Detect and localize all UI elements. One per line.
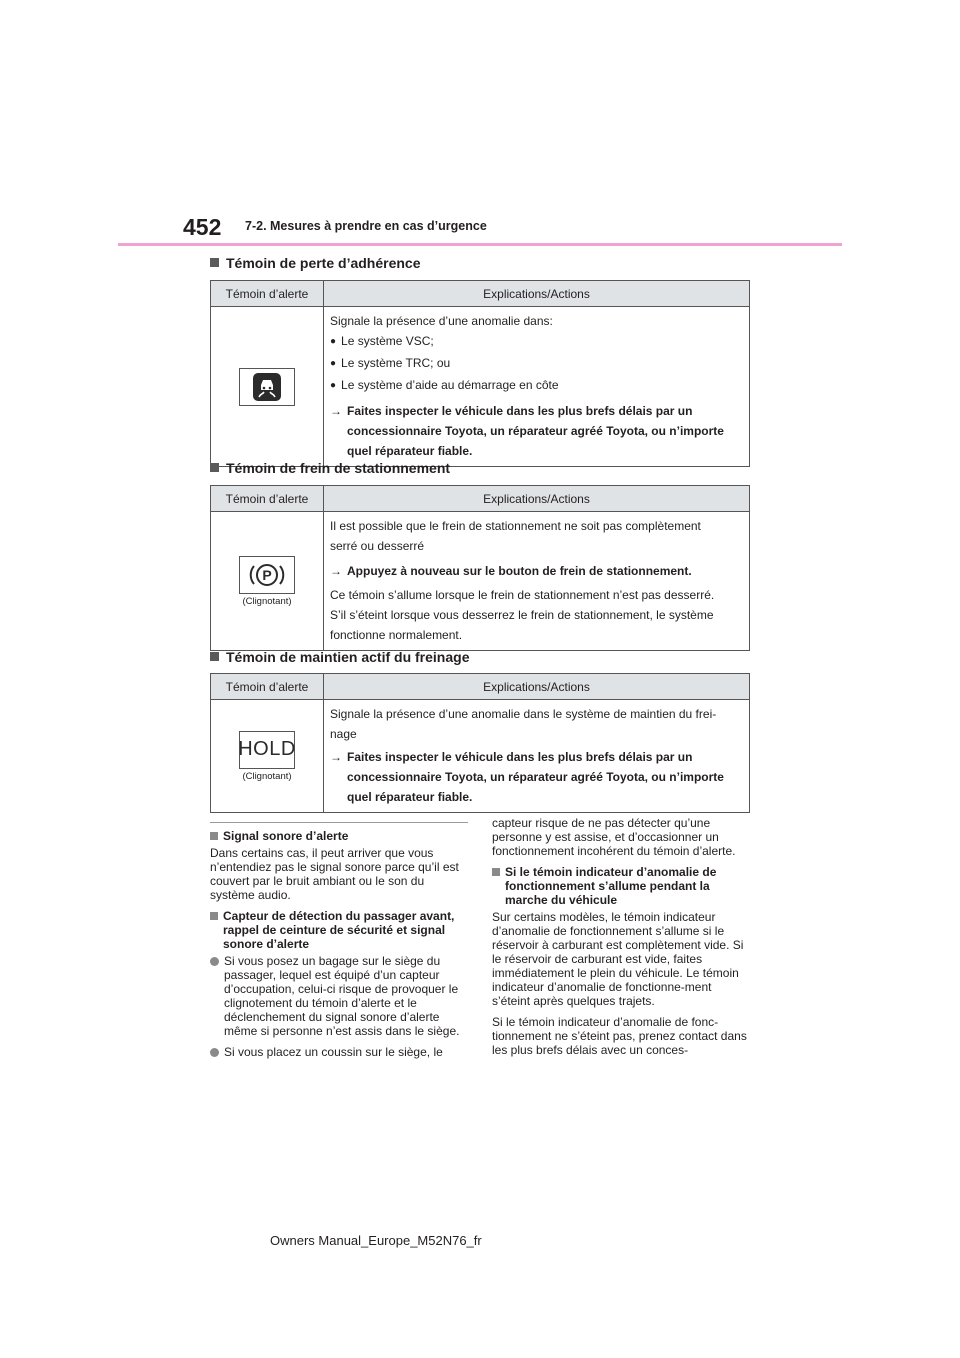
arrow-icon: → bbox=[330, 564, 342, 578]
note-text: Sur certains modèles, le témoin indicateur d’anomalie de fonctionnement s’allume si le réservoir à carburant est complètement vide. Si le réservoir de carburant est vide, faites immédiatement le plein du véhicule. Le témoin indicateur d’anomalie de fonctionne-ment s’éteint après quelques trajets. bbox=[492, 910, 744, 1008]
section-title-parking: Témoin de frein de stationnement bbox=[210, 460, 450, 476]
header-rule bbox=[118, 243, 842, 246]
action-text: → Faites inspecter le véhicule dans les plus brefs délais par un concessionnaire Toyota, un réparateur agréé Toyota, ou n’importe quel réparateur fiable. bbox=[330, 401, 745, 461]
note-text: Dans certains cas, il peut arriver que vous n’entendiez pas le signal sonore parce qu’il est couvert par le bruit ambiant ou le son du système audio. bbox=[210, 846, 459, 902]
notes-right-column bbox=[492, 816, 750, 1064]
icon-caption: (Clignotant) bbox=[242, 595, 292, 607]
note-text: Si le témoin indicateur d’anomalie de fonc-tionnement ne s’éteint pas, prenez contact dans les plus brefs délais avec un conces- bbox=[492, 1015, 747, 1057]
action-text: → Faites inspecter le véhicule dans les plus brefs délais par un concessionnaire Toyota, un réparateur agréé Toyota, ou n’importe quel réparateur fiable. bbox=[330, 747, 745, 807]
footer-text: Owners Manual_Europe_M52N76_fr bbox=[270, 1233, 482, 1248]
column-header: Explications/Actions bbox=[324, 281, 750, 307]
page-number: 452 bbox=[183, 214, 222, 240]
column-header: Témoin d’alerte bbox=[211, 674, 324, 700]
section-title-hold: Témoin de maintien actif du freinage bbox=[210, 649, 469, 665]
column-header: Explications/Actions bbox=[324, 486, 750, 512]
square-bullet-icon bbox=[210, 652, 219, 661]
column-rule bbox=[210, 822, 468, 823]
column-header: Explications/Actions bbox=[324, 674, 750, 700]
note-heading: Signal sonore d’alerte bbox=[210, 829, 468, 843]
note-text: capteur risque de ne pas détecter qu’une personne y est assise, et d’occasionner un fonctionnement incohérent du témoin d’alerte. bbox=[492, 816, 736, 858]
column-header: Témoin d’alerte bbox=[211, 281, 324, 307]
slip-warning-table: Témoin d’alerte Explications/Actions Signale la présence d’une anomalie dans: ● Le système VSC; ● Le système TRC; ou ● Le système d’aide au démarrage en côte → Faites inspecter le véhicule dans les plus brefs délais par un concessionnaire Toyota, un réparateur agréé Toyota, ou n’importe quel réparateur fiable. bbox=[210, 280, 750, 467]
parking-brake-icon bbox=[239, 556, 295, 594]
square-bullet-icon bbox=[210, 463, 219, 472]
list-item: ● Le système TRC; ou bbox=[330, 353, 745, 375]
chapter-title: 7-2. Mesures à prendre en cas d’urgence bbox=[245, 219, 487, 233]
column-header: Témoin d’alerte bbox=[211, 486, 324, 512]
arrow-icon: → bbox=[330, 750, 342, 764]
hold-warning-table: Témoin d’alerte Explications/Actions HOLD (Clignotant) Signale la présence d’une anomalie dans le système de maintien du frei- nage → Faites inspecter le véhicule dans les plus brefs délais par un concessionnaire Toyota, un réparateur agréé Toyota, ou n’importe quel réparateur fiable. bbox=[210, 673, 750, 813]
slip-indicator-icon bbox=[239, 368, 295, 406]
note-bullet: Si vous posez un bagage sur le siège du passager, lequel est équipé d’un capteur d’occupation, celui-ci risque de provoquer le clignotement du témoin d’alerte et le déclenchement du signal sonore d’alerte même si personne n’est assis dans le siège. bbox=[210, 954, 468, 1038]
hold-icon: HOLD bbox=[239, 731, 295, 769]
note-heading: Capteur de détection du passager avant, rappel de ceinture de sécurité et signal sonore d’alerte bbox=[210, 909, 468, 951]
arrow-icon: → bbox=[330, 404, 342, 418]
list-item: ● Le système VSC; bbox=[330, 331, 745, 353]
icon-caption: (Clignotant) bbox=[242, 770, 292, 782]
svg-text:P: P bbox=[262, 566, 272, 583]
action-text: → Appuyez à nouveau sur le bouton de frein de stationnement. bbox=[330, 561, 745, 581]
list-item: ● Le système d’aide au démarrage en côte bbox=[330, 375, 745, 397]
section-title-slip: Témoin de perte d’adhérence bbox=[210, 255, 421, 271]
note-bullet: Si vous placez un coussin sur le siège, le bbox=[210, 1045, 468, 1059]
parking-warning-table: Témoin d’alerte Explications/Actions P (Clignotant) Il est possible que le frein de stationnement ne soit pas complètement serré ou desserré → Appuyez à nouveau sur le bouton de frein de stationnement. Ce témoin s’allume lorsque le frein de stationnement n’est pas desserré. S’il s’éteint lorsque vous desserrez le frein de stationnement, le système fonctionne normalement. bbox=[210, 485, 750, 651]
notes-left-column bbox=[210, 829, 468, 1066]
square-bullet-icon bbox=[210, 258, 219, 267]
note-heading: Si le témoin indicateur d’anomalie de fonctionnement s’allume pendant la marche du véhicule bbox=[492, 865, 750, 907]
